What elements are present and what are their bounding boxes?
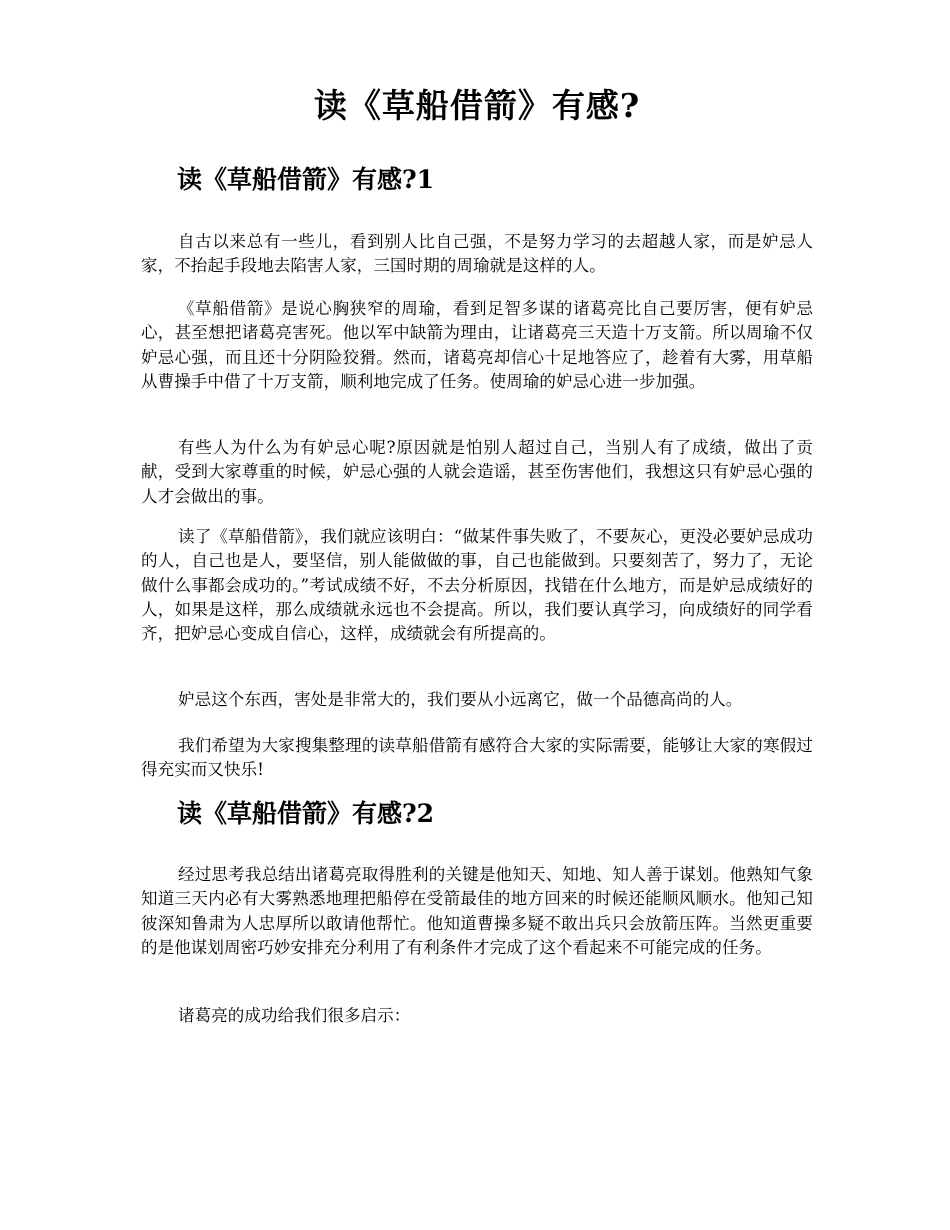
section-1-heading: 读《草船借箭》有感?1 (177, 165, 435, 194)
section-2-heading: 读《草船借箭》有感?2 (177, 799, 435, 828)
section-2-paragraph-1: 经过思考我总结出诸葛亮取得胜利的关键是他知天、知地、知人善于谋划。他熟知气象知道三天内必有大雾熟悉地理把船停在受箭最佳的地方回来的时候还能顺风顺水。他知己知彼深知鲁肃为人忠厚所以敢请他帮忙。他知道曹操多疑不敢出兵只会放箭压阵。当然更重要的是他谋划周密巧妙安排充分利用了有利条件才完成了这个看起来不可能完成的任务。 (141, 865, 813, 957)
document-title: 读《草船借箭》有感? (313, 86, 641, 125)
section-1-paragraph-2: 《草船借箭》是说心胸狭窄的周瑜，看到足智多谋的诸葛亮比自己要厉害，便有妒忌心，甚至想把诸葛亮害死。他以军中缺箭为理由，让诸葛亮三天造十万支箭。所以周瑜不仅妒忌心强，而且还十分阴险狡猾。然而，诸葛亮却信心十足地答应了，趁着有大雾，用草船从曹操手中借了十万支箭，顺利地完成了任务。使周瑜的妒忌心进一步加强。 (141, 299, 813, 391)
section-1-paragraph-4: 读了《草船借箭》，我们就应该明白：“做某件事失败了，不要灰心，更没必要妒忌成功的人，自己也是人，要坚信，别人能做做的事，自己也能做到。只要刻苦了，努力了，无论做什么事都会成功的。”考试成绩不好，不去分析原因，找错在什么地方，而是妒忌成绩好的人，如果是这样，那么成绩就永远也不会提高。所以，我们要认真学习，向成绩好的同学看齐，把妒忌心变成自信心，这样，成绩就会有所提高的。 (141, 527, 813, 644)
section-1-paragraph-1: 自古以来总有一些儿，看到别人比自己强，不是努力学习的去超越人家，而是妒忌人家，不抬起手段地去陷害人家，三国时期的周瑜就是这样的人。 (141, 232, 813, 276)
section-2-paragraph-2: 诸葛亮的成功给我们很多启示： (178, 1006, 411, 1025)
section-1-paragraph-6: 我们希望为大家搜集整理的读草船借箭有感符合大家的实际需要，能够让大家的寒假过得充实而又快乐! (141, 736, 813, 780)
section-1-paragraph-5: 妒忌这个东西，害处是非常大的，我们要从小远离它，做一个品德高尚的人。 (178, 690, 743, 709)
section-1-paragraph-3: 有些人为什么为有妒忌心呢?原因就是怕别人超过自己，当别人有了成绩，做出了贡献，受到大家尊重的时候，妒忌心强的人就会造谣，甚至伤害他们，我想这只有妒忌心强的人才会做出的事。 (141, 438, 813, 506)
